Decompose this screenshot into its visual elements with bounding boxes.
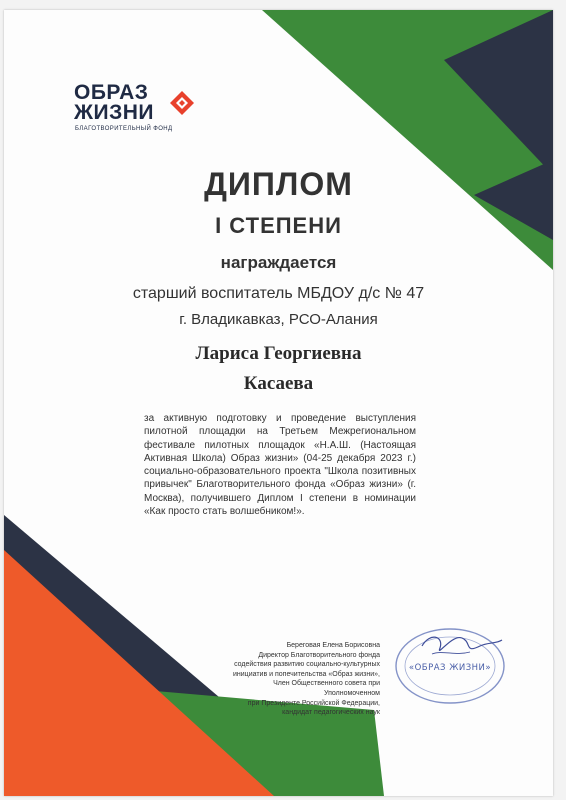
diploma-title: ДИПЛОМ: [204, 166, 353, 202]
stamp-text: «ОБРАЗ ЖИЗНИ»: [408, 663, 492, 673]
diploma-sheet: [4, 10, 553, 796]
signatory-line-4: инициатив и попечительства «Образ жизни»,: [233, 670, 380, 678]
signatory-line-3: содействия развитию социально-культурных: [234, 661, 380, 669]
logo-line-1: ОБРАЗ: [74, 81, 149, 104]
signatory-line-2: Директор Благотворительного фонда: [258, 651, 380, 659]
recipient-city: г. Владикавказ, РСО-Алания: [179, 311, 378, 328]
signatory-line-6: Уполномоченном: [323, 689, 380, 697]
foundation-logo: [74, 82, 214, 142]
logo-line-2: ЖИЗНИ: [74, 101, 154, 124]
signatory-line-5: Член Общественного совета при: [273, 680, 380, 688]
signatory-block: [228, 641, 380, 718]
award-description: за активную подготовку и проведение выступления пилотной площадки на Третьем Межрегиональном фестивале пилотных площадок «Н.А.Ш. (Настоящая Активная Школа) Образ жизни» (04-25 декабря 2023 г.) социально-образовательного проекта "Школа позитивных привычек" Благотворительного фонда «Образ жизни» (г. Москва), получившего Диплом I степени в номинации «Как просто стать волшебником!».: [144, 413, 416, 518]
signatory-line-8: кандидат педагогических наук: [282, 709, 380, 717]
official-stamp: [392, 624, 508, 706]
diamond-logo-icon: [169, 90, 195, 116]
recipient-last-name: Касаева: [243, 373, 314, 394]
signature-underline: [432, 652, 470, 654]
diploma-degree: I СТЕПЕНИ: [215, 213, 342, 238]
recipient-first-name: Лариса Георгиевна: [195, 343, 362, 364]
awarded-label: награждается: [220, 253, 337, 272]
signatory-name: Береговая Елена Борисовна: [286, 642, 380, 649]
logo-subtitle: БЛАГОТВОРИТЕЛЬНЫЙ ФОНД: [75, 126, 173, 132]
recipient-position: старший воспитатель МБДОУ д/с № 47: [132, 285, 425, 302]
signatory-line-7: при Президенте Российской Федерации,: [247, 699, 380, 707]
